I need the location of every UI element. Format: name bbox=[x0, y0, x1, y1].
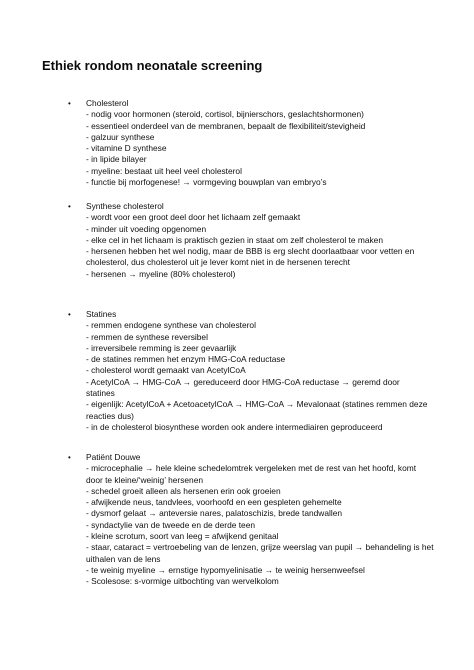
list-item: reacties dus) bbox=[86, 410, 134, 421]
list-item: cholesterol, dus cholesterol uit je lever komt niet in de hersenen terecht bbox=[86, 257, 350, 268]
list-item: - essentieel onderdeel van de membranen, bepaalt de flexibiliteit/stevigheid bbox=[86, 120, 366, 131]
list-item: - galzuur synthese bbox=[86, 131, 155, 142]
bullet-icon: • bbox=[68, 310, 71, 319]
section-statines bbox=[68, 309, 448, 433]
list-item: - functie bij morfogenese! → vormgeving bouwplan van embryo’s bbox=[86, 177, 327, 188]
section-patient-douwe bbox=[68, 452, 448, 588]
list-item: uithalen van de lens bbox=[86, 553, 161, 564]
list-item: - irreversibele remming is zeer gevaarlijk bbox=[86, 342, 237, 353]
section-heading: Statines bbox=[86, 309, 117, 319]
section-cholesterol bbox=[68, 98, 448, 188]
list-item: - te weinig myeline → ernstige hypomyelinisatie → te weinig hersenweefsel bbox=[86, 564, 365, 575]
list-item: - AcetylCoA → HMG-CoA → gereduceerd door HMG-CoA reductase → geremd door bbox=[86, 376, 400, 387]
list-item: - elke cel in het lichaam is praktisch gezien in staat om zelf cholesterol te maken bbox=[86, 234, 383, 245]
list-item: statines bbox=[86, 388, 115, 399]
section-items bbox=[68, 212, 448, 280]
list-item: - de statines remmen het enzym HMG-CoA reductase bbox=[86, 354, 286, 365]
list-item: - dysmorf gelaat → anteversie nares, palatoschizis, brede tandwallen bbox=[86, 508, 343, 519]
section-heading: Patiënt Douwe bbox=[86, 452, 141, 462]
list-item: - nodig voor hormonen (steroid, cortisol, bijnierschors, geslachtshormonen) bbox=[86, 109, 364, 120]
list-item: door te kleine/‘weinig’ hersenen bbox=[86, 474, 204, 485]
list-item: - Scolesose: s-vormige uitbochting van wervelkolom bbox=[86, 576, 279, 587]
list-item: - hersenen hebben het wel nodig, maar de BBB is erg slecht doorlaatbaar voor vetten en bbox=[86, 246, 415, 257]
list-item: - schedel groeit alleen als hersenen erin ook groeien bbox=[86, 485, 281, 496]
list-item: - myeline: bestaat uit heel veel cholesterol bbox=[86, 165, 242, 176]
list-item: - in de cholesterol biosynthese worden ook andere intermediairen geproduceerd bbox=[86, 421, 383, 432]
section-items bbox=[68, 463, 448, 587]
list-item: - minder uit voeding opgenomen bbox=[86, 223, 207, 234]
list-item: - wordt voor een groot deel door het lichaam zelf gemaakt bbox=[86, 212, 301, 223]
list-item: - vitamine D synthese bbox=[86, 143, 167, 154]
section-synthese-cholesterol bbox=[68, 201, 448, 280]
bullet-icon: • bbox=[68, 453, 71, 462]
list-item: - syndactylie van de tweede en de derde teen bbox=[86, 519, 256, 530]
section-items bbox=[68, 109, 448, 188]
list-item: - hersenen → myeline (80% cholesterol) bbox=[86, 268, 236, 279]
list-item: - cholesterol wordt gemaakt van AcetylCoA bbox=[86, 365, 246, 376]
list-item: - staar, cataract = vertroebeling van de lenzen, grijze weerslag van pupil → behandeling is het bbox=[86, 542, 434, 553]
section-items bbox=[68, 320, 448, 433]
list-item: - microcephalie → hele kleine schedelomtrek vergeleken met de rest van het hoofd, komt bbox=[86, 463, 417, 474]
page-title: Ethiek rondom neonatale screening bbox=[42, 58, 263, 73]
list-item: - remmen de synthese reversibel bbox=[86, 331, 208, 342]
bullet-icon: • bbox=[68, 99, 71, 108]
list-item: - remmen endogene synthese van cholesterol bbox=[86, 320, 256, 331]
list-item: - eigenlijk: AcetylCoA + AcetoacetylCoA → HMG-CoA → Mevalonaat (statines remmen deze bbox=[86, 399, 428, 410]
bullet-icon: • bbox=[68, 202, 71, 211]
section-heading: Synthese cholesterol bbox=[86, 201, 164, 211]
list-item: - afwijkende neus, tandvlees, voorhoofd en een gespleten gehemelte bbox=[86, 497, 342, 508]
list-item: - kleine scrotum, soort van leeg = afwijkend genitaal bbox=[86, 531, 279, 542]
list-item: - in lipide bilayer bbox=[86, 154, 147, 165]
section-heading: Cholesterol bbox=[86, 98, 129, 108]
